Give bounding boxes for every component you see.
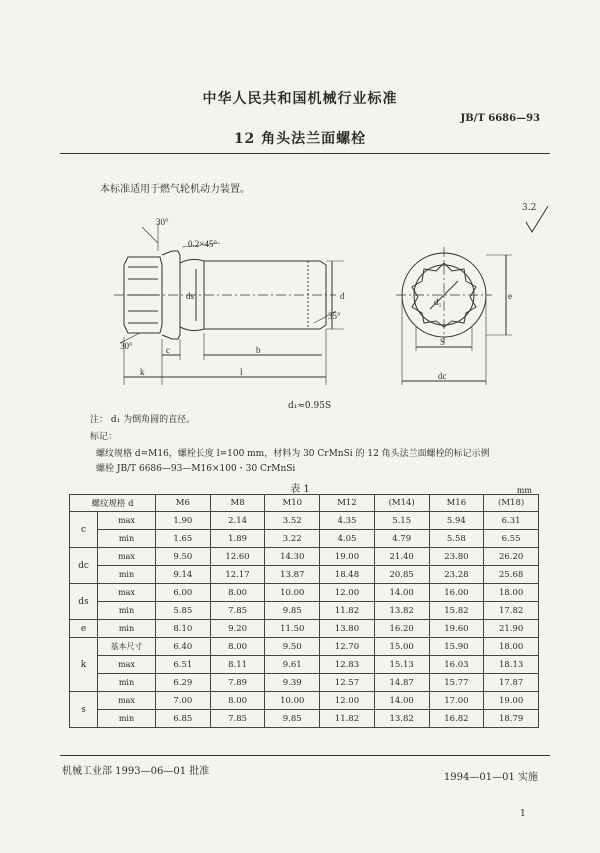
footer-rule [60, 755, 550, 756]
table-cell: 4.05 [320, 530, 375, 548]
table-cell: 10.00 [265, 584, 320, 602]
table-row [70, 602, 539, 620]
table-unit: mm [516, 486, 532, 495]
table-row [70, 512, 539, 530]
table-cell: 19.60 [429, 620, 484, 638]
label-angle-end: 35° [328, 311, 341, 321]
table-cell: 23.28 [429, 566, 484, 584]
row-symbol: s [70, 692, 98, 728]
table-cell: 23.80 [429, 548, 484, 566]
label-k: k [140, 367, 145, 377]
table-cell: 9.14 [156, 566, 211, 584]
table-cell: 6.55 [484, 530, 539, 548]
standard-title: 12 角头法兰面螺栓 [233, 131, 367, 147]
scope-text: 本标准适用于燃气轮机动力装置。 [100, 184, 250, 195]
label-S: S [440, 337, 446, 347]
table-row [70, 620, 539, 638]
table-cell: 5.15 [374, 512, 429, 530]
table-cell: 12.00 [320, 692, 375, 710]
table-cell: 14.30 [265, 548, 320, 566]
row-symbol: k [70, 638, 98, 692]
table-row [70, 566, 539, 584]
table-cell: 6.51 [156, 656, 211, 674]
roughness-value: 3.2 [522, 203, 537, 213]
table-cell: 26.20 [484, 548, 539, 566]
header-size: M6 [156, 495, 211, 512]
label-angle-bottom: 30° [120, 341, 133, 351]
table-cell: 11.50 [265, 620, 320, 638]
label-c: c [166, 345, 170, 355]
label-d1: d₁ [434, 297, 442, 307]
table-cell: 6.29 [156, 674, 211, 692]
approval-date: 机械工业部 1993—06—01 批准 [62, 766, 210, 777]
table-cell: 7.85 [210, 710, 265, 728]
label-dc: dc [438, 371, 447, 381]
table-cell: 6.40 [156, 638, 211, 656]
table-row [70, 530, 539, 548]
table-row [70, 548, 539, 566]
table-cell: 18.48 [320, 566, 375, 584]
table-cell: 20.85 [374, 566, 429, 584]
table-cell: 7.85 [210, 602, 265, 620]
page-number: 1 [520, 809, 526, 819]
row-symbol: dc [70, 548, 98, 584]
label-angle-top: 30° [156, 217, 169, 227]
header-size: (M14) [374, 495, 429, 512]
row-label: min [98, 620, 156, 638]
label-l: l [240, 367, 243, 377]
table-row [70, 692, 539, 710]
table-row [70, 584, 539, 602]
table-cell: 8.00 [210, 638, 265, 656]
table-cell: 15.77 [429, 674, 484, 692]
table-cell: 1.89 [210, 530, 265, 548]
row-label: max [98, 548, 156, 566]
standard-code: JB/T 6686—93 [460, 113, 540, 124]
table-cell: 12.70 [320, 638, 375, 656]
row-symbol: c [70, 512, 98, 548]
table-cell: 18.00 [484, 638, 539, 656]
table-cell: 14.00 [374, 692, 429, 710]
formula-d1: d₁≈0.95S [288, 401, 332, 411]
table-cell: 9.50 [265, 638, 320, 656]
table-cell: 14.87 [374, 674, 429, 692]
table-row [70, 674, 539, 692]
table-cell: 12.17 [210, 566, 265, 584]
standard-org: 中华人民共和国机械行业标准 [202, 91, 398, 107]
table-cell: 13.87 [265, 566, 320, 584]
table-cell: 15.82 [429, 602, 484, 620]
table-cell: 8.00 [210, 692, 265, 710]
row-label: max [98, 692, 156, 710]
table-cell: 16.00 [429, 584, 484, 602]
table-cell: 1.90 [156, 512, 211, 530]
table-cell: 14.00 [374, 584, 429, 602]
table-row [70, 656, 539, 674]
table-cell: 7.89 [210, 674, 265, 692]
table-cell: 4.79 [374, 530, 429, 548]
table-cell: 8.10 [156, 620, 211, 638]
table-cell: 25.68 [484, 566, 539, 584]
table-cell: 19.00 [320, 548, 375, 566]
header-size: M12 [320, 495, 375, 512]
table-cell: 8.11 [210, 656, 265, 674]
label-ds: ds [186, 291, 195, 301]
table-cell: 9.85 [265, 710, 320, 728]
table-cell: 13.82 [374, 710, 429, 728]
bolt-drawing [100, 215, 520, 395]
table-cell: 3.52 [265, 512, 320, 530]
table-cell: 4.35 [320, 512, 375, 530]
table-cell: 9.85 [265, 602, 320, 620]
header-size: M16 [429, 495, 484, 512]
table-cell: 12.83 [320, 656, 375, 674]
table-title: 表 1 [290, 484, 310, 495]
row-symbol: ds [70, 584, 98, 620]
roughness-symbol [520, 200, 550, 236]
table-cell: 3.22 [265, 530, 320, 548]
table-cell: 6.00 [156, 584, 211, 602]
table-cell: 9.39 [265, 674, 320, 692]
table-cell: 13.80 [320, 620, 375, 638]
table-cell: 5.58 [429, 530, 484, 548]
table-cell: 5.94 [429, 512, 484, 530]
header-size: (M18) [484, 495, 539, 512]
table-cell: 11.82 [320, 602, 375, 620]
table-cell: 17.87 [484, 674, 539, 692]
table-cell: 16.20 [374, 620, 429, 638]
table-cell: 2.14 [210, 512, 265, 530]
table-cell: 11.82 [320, 710, 375, 728]
table-cell: 15.00 [374, 638, 429, 656]
label-d: d [340, 291, 345, 301]
row-label: min [98, 602, 156, 620]
table-cell: 12.00 [320, 584, 375, 602]
table-header-row [70, 495, 539, 512]
note-text: 注： d₁ 为倒角圆的直径。 [90, 415, 196, 425]
table-cell: 12.57 [320, 674, 375, 692]
marking-line-2: 螺栓 JB/T 6686—93—M16×100・30 CrMnSi [96, 464, 296, 474]
header-thread-size: 螺纹规格 d [70, 495, 156, 512]
table-cell: 12.60 [210, 548, 265, 566]
table-cell: 15.90 [429, 638, 484, 656]
table-cell: 18.79 [484, 710, 539, 728]
table-cell: 16.03 [429, 656, 484, 674]
table-row [70, 638, 539, 656]
table-cell: 7.00 [156, 692, 211, 710]
row-label: max [98, 656, 156, 674]
table-cell: 9.50 [156, 548, 211, 566]
label-b: b [256, 345, 261, 355]
label-chamfer: 0.2×45° [188, 239, 217, 249]
marking-line-1: 螺纹规格 d=M16，螺栓长度 l=100 mm，材料为 30 CrMnSi 的 12 角头法兰面螺栓的标记示例 [96, 449, 490, 459]
table-cell: 10.00 [265, 692, 320, 710]
header-rule [60, 153, 550, 154]
row-label: 基本尺寸 [98, 638, 156, 656]
table-cell: 15.13 [374, 656, 429, 674]
marking-heading: 标记： [90, 432, 118, 442]
header-size: M10 [265, 495, 320, 512]
table-cell: 8.00 [210, 584, 265, 602]
table-cell: 21.40 [374, 548, 429, 566]
table-cell: 17.82 [484, 602, 539, 620]
header-size: M8 [210, 495, 265, 512]
table-cell: 9.61 [265, 656, 320, 674]
table-cell: 5.85 [156, 602, 211, 620]
table-cell: 18.13 [484, 656, 539, 674]
row-label: min [98, 530, 156, 548]
label-e: e [508, 291, 512, 301]
row-label: max [98, 584, 156, 602]
row-label: min [98, 674, 156, 692]
implementation-date: 1994—01—01 实施 [443, 772, 538, 783]
row-label: max [98, 512, 156, 530]
row-label: min [98, 566, 156, 584]
row-symbol: e [70, 620, 98, 638]
table-cell: 21.90 [484, 620, 539, 638]
table-cell: 9.20 [210, 620, 265, 638]
table-cell: 1.65 [156, 530, 211, 548]
table-cell: 6.31 [484, 512, 539, 530]
table-cell: 16.82 [429, 710, 484, 728]
table-cell: 6.85 [156, 710, 211, 728]
table-cell: 18.00 [484, 584, 539, 602]
table-row [70, 710, 539, 728]
table-cell: 13.82 [374, 602, 429, 620]
row-label: min [98, 710, 156, 728]
dimension-table [69, 494, 539, 728]
table-cell: 17.00 [429, 692, 484, 710]
table-cell: 19.00 [484, 692, 539, 710]
